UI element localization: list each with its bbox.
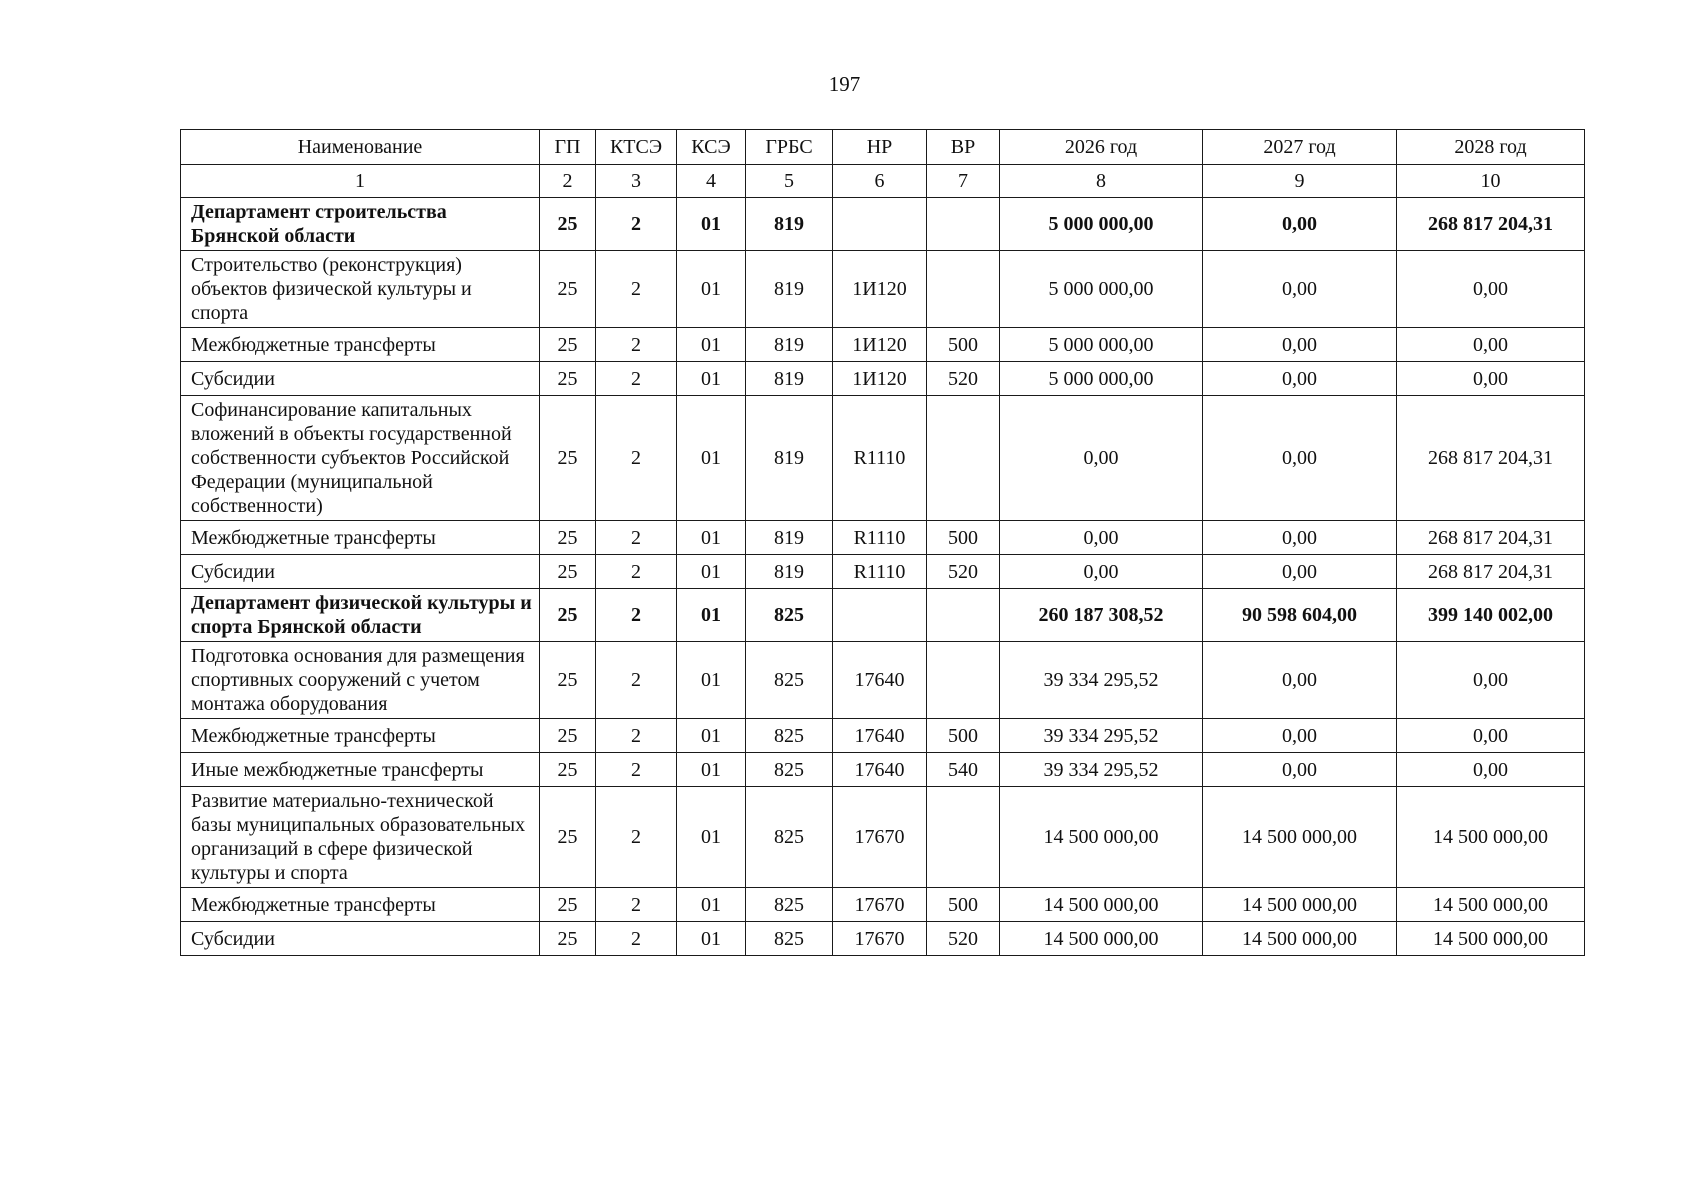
amount-2026-cell: 14 500 000,00 [1000, 888, 1203, 922]
amount-2028-cell: 0,00 [1397, 251, 1585, 328]
amount-2027-cell: 0,00 [1203, 251, 1397, 328]
gp-cell: 25 [540, 362, 596, 396]
ktse-cell: 2 [596, 521, 677, 555]
ktse-cell: 2 [596, 589, 677, 642]
vr-cell: 500 [927, 719, 1000, 753]
table-row [181, 251, 1585, 328]
amount-2026-cell: 39 334 295,52 [1000, 719, 1203, 753]
ktse-cell: 2 [596, 642, 677, 719]
kse-cell: 01 [677, 753, 746, 787]
name-cell: Межбюджетные трансферты [181, 888, 540, 922]
column-number-cell: 1 [181, 165, 540, 198]
name-cell: Софинансирование капитальных вложений в объекты государственной собственности субъектов Российской Федерации (муниципальной собственности) [181, 396, 540, 521]
kse-cell: 01 [677, 589, 746, 642]
nr-cell: 17670 [833, 922, 927, 956]
gp-cell: 25 [540, 589, 596, 642]
table-row [181, 521, 1585, 555]
header-cell-name: Наименование [181, 130, 540, 165]
kse-cell: 01 [677, 396, 746, 521]
grbs-cell: 819 [746, 555, 833, 589]
vr-cell: 500 [927, 328, 1000, 362]
table-row [181, 555, 1585, 589]
header-cell-2027: 2027 год [1203, 130, 1397, 165]
amount-2027-cell: 14 500 000,00 [1203, 922, 1397, 956]
vr-cell [927, 198, 1000, 251]
table-row [181, 328, 1585, 362]
amount-2027-cell: 0,00 [1203, 719, 1397, 753]
ktse-cell: 2 [596, 787, 677, 888]
amount-2027-cell: 0,00 [1203, 328, 1397, 362]
vr-cell: 520 [927, 922, 1000, 956]
kse-cell: 01 [677, 362, 746, 396]
name-cell: Субсидии [181, 362, 540, 396]
amount-2028-cell: 268 817 204,31 [1397, 396, 1585, 521]
table-row [181, 362, 1585, 396]
vr-cell: 520 [927, 555, 1000, 589]
table-row [181, 753, 1585, 787]
amount-2026-cell: 5 000 000,00 [1000, 328, 1203, 362]
header-cell-vr: ВР [927, 130, 1000, 165]
nr-cell: 1И120 [833, 251, 927, 328]
vr-cell [927, 642, 1000, 719]
amount-2026-cell: 260 187 308,52 [1000, 589, 1203, 642]
gp-cell: 25 [540, 198, 596, 251]
amount-2028-cell: 399 140 002,00 [1397, 589, 1585, 642]
vr-cell: 540 [927, 753, 1000, 787]
amount-2028-cell: 0,00 [1397, 719, 1585, 753]
gp-cell: 25 [540, 719, 596, 753]
grbs-cell: 825 [746, 922, 833, 956]
amount-2026-cell: 39 334 295,52 [1000, 642, 1203, 719]
kse-cell: 01 [677, 922, 746, 956]
table-row [181, 888, 1585, 922]
amount-2026-cell: 5 000 000,00 [1000, 362, 1203, 396]
amount-2027-cell: 0,00 [1203, 753, 1397, 787]
nr-cell [833, 198, 927, 251]
table-header [181, 130, 1585, 198]
column-number-cell: 8 [1000, 165, 1203, 198]
amount-2026-cell: 5 000 000,00 [1000, 251, 1203, 328]
header-cell-kse: КСЭ [677, 130, 746, 165]
amount-2028-cell: 0,00 [1397, 328, 1585, 362]
vr-cell: 520 [927, 362, 1000, 396]
grbs-cell: 825 [746, 753, 833, 787]
amount-2026-cell: 5 000 000,00 [1000, 198, 1203, 251]
vr-cell: 500 [927, 521, 1000, 555]
kse-cell: 01 [677, 555, 746, 589]
vr-cell [927, 589, 1000, 642]
table-row [181, 922, 1585, 956]
table-row [181, 589, 1585, 642]
gp-cell: 25 [540, 555, 596, 589]
amount-2028-cell: 14 500 000,00 [1397, 787, 1585, 888]
grbs-cell: 819 [746, 521, 833, 555]
kse-cell: 01 [677, 521, 746, 555]
vr-cell [927, 251, 1000, 328]
amount-2028-cell: 14 500 000,00 [1397, 888, 1585, 922]
column-number-cell: 5 [746, 165, 833, 198]
gp-cell: 25 [540, 251, 596, 328]
amount-2026-cell: 39 334 295,52 [1000, 753, 1203, 787]
vr-cell [927, 787, 1000, 888]
amount-2027-cell: 0,00 [1203, 642, 1397, 719]
column-number-cell: 4 [677, 165, 746, 198]
column-number-cell: 6 [833, 165, 927, 198]
column-number-row [181, 165, 1585, 198]
nr-cell: 17670 [833, 787, 927, 888]
grbs-cell: 819 [746, 328, 833, 362]
ktse-cell: 2 [596, 328, 677, 362]
table-row [181, 787, 1585, 888]
column-number-cell: 3 [596, 165, 677, 198]
grbs-cell: 825 [746, 888, 833, 922]
vr-cell: 500 [927, 888, 1000, 922]
grbs-cell: 825 [746, 642, 833, 719]
grbs-cell: 819 [746, 362, 833, 396]
nr-cell: 17640 [833, 642, 927, 719]
kse-cell: 01 [677, 719, 746, 753]
ktse-cell: 2 [596, 753, 677, 787]
grbs-cell: 819 [746, 251, 833, 328]
amount-2027-cell: 90 598 604,00 [1203, 589, 1397, 642]
gp-cell: 25 [540, 922, 596, 956]
page-number: 197 [828, 72, 861, 96]
nr-cell: 1И120 [833, 328, 927, 362]
name-cell: Департамент физической культуры и спорта Брянской области [181, 589, 540, 642]
grbs-cell: 825 [746, 719, 833, 753]
header-cell-2028: 2028 год [1397, 130, 1585, 165]
amount-2027-cell: 0,00 [1203, 198, 1397, 251]
amount-2026-cell: 0,00 [1000, 396, 1203, 521]
column-number-cell: 2 [540, 165, 596, 198]
name-cell: Департамент строительства Брянской области [181, 198, 540, 251]
amount-2027-cell: 0,00 [1203, 362, 1397, 396]
nr-cell: R1110 [833, 555, 927, 589]
gp-cell: 25 [540, 642, 596, 719]
budget-table [180, 129, 1585, 956]
amount-2027-cell: 14 500 000,00 [1203, 888, 1397, 922]
gp-cell: 25 [540, 753, 596, 787]
table-row [181, 719, 1585, 753]
nr-cell: R1110 [833, 396, 927, 521]
nr-cell: R1110 [833, 521, 927, 555]
amount-2028-cell: 0,00 [1397, 362, 1585, 396]
column-number-cell: 10 [1397, 165, 1585, 198]
nr-cell: 1И120 [833, 362, 927, 396]
kse-cell: 01 [677, 888, 746, 922]
header-cell-nr: НР [833, 130, 927, 165]
table-row [181, 396, 1585, 521]
ktse-cell: 2 [596, 251, 677, 328]
name-cell: Субсидии [181, 555, 540, 589]
gp-cell: 25 [540, 328, 596, 362]
table-row [181, 198, 1585, 251]
ktse-cell: 2 [596, 362, 677, 396]
kse-cell: 01 [677, 328, 746, 362]
amount-2026-cell: 0,00 [1000, 555, 1203, 589]
amount-2028-cell: 0,00 [1397, 642, 1585, 719]
amount-2026-cell: 0,00 [1000, 521, 1203, 555]
nr-cell [833, 589, 927, 642]
amount-2028-cell: 0,00 [1397, 753, 1585, 787]
column-number-cell: 9 [1203, 165, 1397, 198]
grbs-cell: 819 [746, 198, 833, 251]
header-cell-2026: 2026 год [1000, 130, 1203, 165]
nr-cell: 17670 [833, 888, 927, 922]
vr-cell [927, 396, 1000, 521]
name-cell: Межбюджетные трансферты [181, 328, 540, 362]
amount-2027-cell: 14 500 000,00 [1203, 787, 1397, 888]
amount-2026-cell: 14 500 000,00 [1000, 922, 1203, 956]
kse-cell: 01 [677, 251, 746, 328]
amount-2027-cell: 0,00 [1203, 396, 1397, 521]
name-cell: Межбюджетные трансферты [181, 719, 540, 753]
name-cell: Подготовка основания для размещения спортивных сооружений с учетом монтажа оборудования [181, 642, 540, 719]
kse-cell: 01 [677, 787, 746, 888]
ktse-cell: 2 [596, 555, 677, 589]
kse-cell: 01 [677, 642, 746, 719]
amount-2028-cell: 268 817 204,31 [1397, 555, 1585, 589]
header-cell-ktse: КТСЭ [596, 130, 677, 165]
amount-2028-cell: 268 817 204,31 [1397, 521, 1585, 555]
column-number-cell: 7 [927, 165, 1000, 198]
amount-2028-cell: 14 500 000,00 [1397, 922, 1585, 956]
ktse-cell: 2 [596, 396, 677, 521]
name-cell: Межбюджетные трансферты [181, 521, 540, 555]
nr-cell: 17640 [833, 753, 927, 787]
gp-cell: 25 [540, 888, 596, 922]
grbs-cell: 819 [746, 396, 833, 521]
grbs-cell: 825 [746, 589, 833, 642]
grbs-cell: 825 [746, 787, 833, 888]
name-cell: Строительство (реконструкция) объектов физической культуры и спорта [181, 251, 540, 328]
name-cell: Развитие материально-технической базы муниципальных образовательных организаций в сфере физической культуры и спорта [181, 787, 540, 888]
amount-2026-cell: 14 500 000,00 [1000, 787, 1203, 888]
amount-2028-cell: 268 817 204,31 [1397, 198, 1585, 251]
amount-2027-cell: 0,00 [1203, 521, 1397, 555]
table-row [181, 642, 1585, 719]
ktse-cell: 2 [596, 922, 677, 956]
gp-cell: 25 [540, 396, 596, 521]
nr-cell: 17640 [833, 719, 927, 753]
ktse-cell: 2 [596, 719, 677, 753]
gp-cell: 25 [540, 521, 596, 555]
ktse-cell: 2 [596, 888, 677, 922]
header-cell-grbs: ГРБС [746, 130, 833, 165]
name-cell: Субсидии [181, 922, 540, 956]
header-row [181, 130, 1585, 165]
ktse-cell: 2 [596, 198, 677, 251]
name-cell: Иные межбюджетные трансферты [181, 753, 540, 787]
kse-cell: 01 [677, 198, 746, 251]
table-body [181, 198, 1585, 956]
amount-2027-cell: 0,00 [1203, 555, 1397, 589]
header-cell-gp: ГП [540, 130, 596, 165]
gp-cell: 25 [540, 787, 596, 888]
